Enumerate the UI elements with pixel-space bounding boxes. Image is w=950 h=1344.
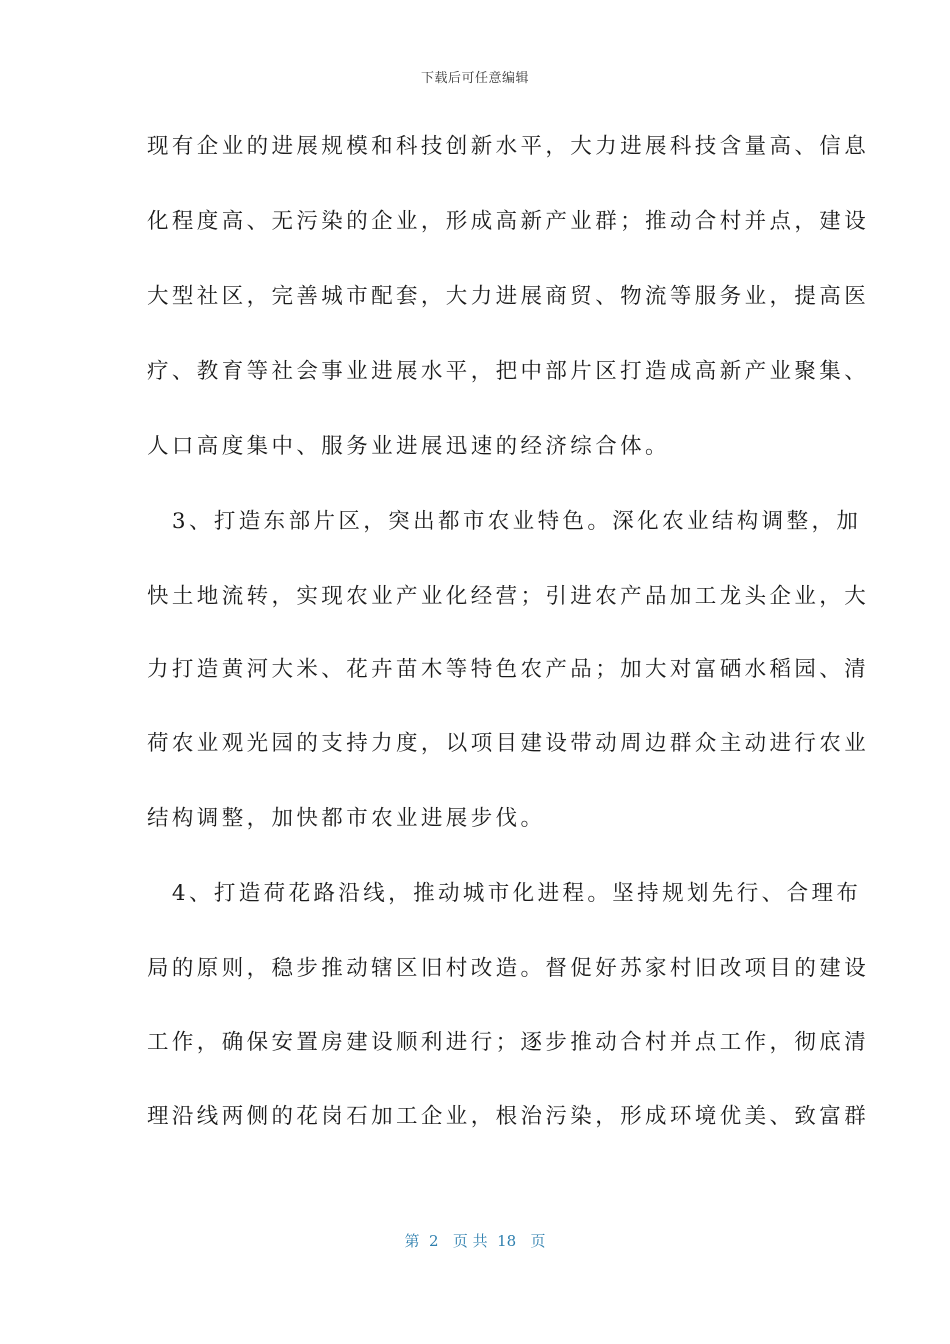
body-line: 快土地流转，实现农业产业化经营；引进农产品加工龙头企业，大	[147, 584, 870, 609]
page-number-footer: 第 2 页 共 18 页	[404, 1232, 546, 1250]
body-line: 大型社区，完善城市配套，大力进展商贸、物流等服务业，提高医	[147, 284, 870, 309]
body-line: 4、打造荷花路沿线，推动城市化进程。坚持规划先行、合理布	[147, 881, 862, 906]
body-line: 结构调整，加快都市农业进展步伐。	[147, 806, 546, 831]
body-line: 工作，确保安置房建设顺利进行；逐步推动合村并点工作，彻底清	[147, 1030, 870, 1055]
body-line: 荷农业观光园的支持力度，以项目建设带动周边群众主动进行农业	[147, 731, 870, 756]
page-header: 下载后可任意编辑	[420, 71, 529, 86]
body-line: 人口高度集中、服务业进展迅速的经济综合体。	[147, 434, 670, 459]
body-line: 3、打造东部片区，突出都市农业特色。深化农业结构调整，加	[147, 509, 862, 534]
body-line: 局的原则，稳步推动辖区旧村改造。督促好苏家村旧改项目的建设	[147, 956, 870, 981]
body-line: 现有企业的进展规模和科技创新水平，大力进展科技含量高、信息	[147, 134, 870, 159]
body-line: 理沿线两侧的花岗石加工企业，根治污染，形成环境优美、致富群	[147, 1104, 870, 1129]
body-line: 化程度高、无污染的企业，形成高新产业群；推动合村并点，建设	[147, 209, 870, 234]
body-line: 力打造黄河大米、花卉苗木等特色农产品；加大对富硒水稻园、清	[147, 657, 870, 682]
body-line: 疗、教育等社会事业进展水平，把中部片区打造成高新产业聚集、	[147, 359, 870, 384]
